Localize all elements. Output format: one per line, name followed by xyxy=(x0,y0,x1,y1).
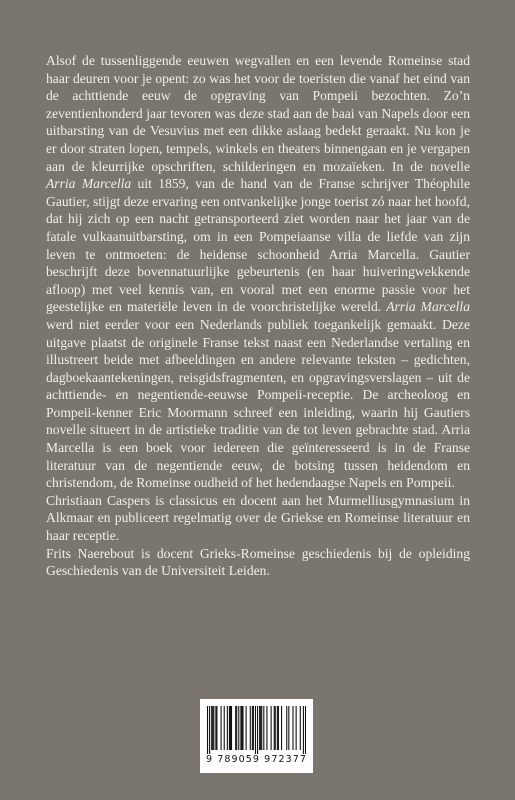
barcode-bar xyxy=(236,706,237,750)
barcode-bar xyxy=(235,706,236,750)
barcode-bar xyxy=(213,706,214,750)
barcode-bar xyxy=(286,706,287,750)
barcode-bar xyxy=(300,706,301,750)
barcode-bar xyxy=(253,706,254,750)
barcode-bar xyxy=(281,706,282,750)
barcode-icon xyxy=(207,706,306,754)
barcode-bar xyxy=(255,706,256,754)
blurb-text-part: uit 1859, van de hand van de Franse schrijver Théophile Gautier, stijgt deze ervaring een ontvankelijke jonge toerist zó naar het hoofd, dat hij zich op een nacht getransporteerd ziet worden naar het jaar van de fatale vulkaanuitbarsting, om in een Pompeiaanse villa de liefde van zijn leven te ontmoeten: de heidense schoonheid Arria Marcella. Gautier beschrijft deze bovennatuurlijke gebeurtenis (en haar huiveringwekkende afloop) met veel kennis van, en vooral met een enorme passie voor het geestelijke en materiële leven in de voorchristelijke wereld. xyxy=(46,176,470,315)
barcode-bar xyxy=(216,706,217,750)
barcode-bar xyxy=(266,706,267,750)
barcode-bar xyxy=(241,706,242,750)
barcode-bar xyxy=(250,706,251,750)
author-bio-naerebout: Frits Naerebout is docent Grieks-Romeinse geschiedenis bij de opleiding Geschiedenis van de Universiteit Leiden. xyxy=(46,545,470,579)
barcode-bar xyxy=(229,706,230,750)
barcode-bar xyxy=(271,706,272,750)
barcode-bar xyxy=(303,706,304,754)
barcode-label xyxy=(200,699,313,773)
blurb-text-part: Alsof de tussenliggende eeuwen wegvallen en een levende Romeinse stad haar deuren voor je opent: zo was het voor de toeristen die vanaf het eind van de achttiende eeuw de opgraving van Pompeii bezochten. Zo’n zeventienhonderd jaar tevoren was deze stad aan de baai van Napels door een uitbarsting van de Vesuvius met een dikke aslaag bedekt geraakt. Nu kon je er door straten lopen, tempels, winkels en theaters binnengaan en je vergapen aan de kleurrijke opschriften, schilderingen en mozaïeken. In de novelle xyxy=(46,53,470,174)
barcode-bar xyxy=(259,706,260,750)
isbn-number: 9 789059 972377 xyxy=(205,754,308,765)
barcode-bar xyxy=(212,706,213,750)
barcode-bar xyxy=(211,706,212,750)
barcode-bar xyxy=(230,706,231,750)
barcode-bar xyxy=(246,706,247,750)
blurb-text-part: werd niet eerder voor een Nederlands publiek toegankelijk gemaakt. Deze uitgave plaatst de originele Franse tekst naast een Nederlandse vertaling en illustreert beide met afbeeldingen en andere relevante teksten – gedichten, dagboekaantekeningen, reisgidsfragmenten, en opgravingsverslagen – uit de achttiende- en negentiende-eeuwse Pompeii-receptie. De archeoloog en Pompeii-kenner Eric Moormann schreef een inleiding, waarin hij Gautiers novelle situeert in de artistieke traditie van de tot leven gebrachte stad. Arria Marcella is een boek voor iedereen die geïnteresseerd is in de Franse literatuur van de negentiende eeuw, de botsing tussen heidendom en christendom, de Romeinse oudheid of het hedendaagse Napels en Pompeii. xyxy=(46,316,470,491)
barcode-bar xyxy=(257,706,258,754)
barcode-bar xyxy=(224,706,225,750)
back-cover-blurb xyxy=(46,52,470,580)
barcode-bar xyxy=(209,706,210,754)
book-title: Arria Marcella xyxy=(46,176,132,192)
barcode-bar xyxy=(231,706,232,750)
barcode-bar xyxy=(240,706,241,750)
barcode-bar xyxy=(263,706,264,750)
barcode-bar xyxy=(260,706,261,750)
barcode-bar xyxy=(274,706,275,750)
barcode-bar xyxy=(261,706,262,750)
barcode-bar xyxy=(296,706,297,750)
barcode-bar xyxy=(221,706,222,750)
barcode-bar xyxy=(288,706,289,750)
barcode-bar xyxy=(238,706,239,750)
barcode-bar xyxy=(277,706,278,750)
barcode-bar xyxy=(207,706,208,754)
barcode-bar xyxy=(242,706,243,750)
blurb-paragraph-summary xyxy=(46,52,470,492)
author-bio-caspers: Christiaan Caspers is classicus en docent aan het Murmelliusgymnasium in Alkmaar en publiceert regelmatig over de Griekse en Romeinse literatuur en haar receptie. xyxy=(46,492,470,544)
barcode-bar xyxy=(215,706,216,750)
barcode-bar xyxy=(292,706,293,750)
barcode-bar xyxy=(305,706,306,754)
barcode-bar xyxy=(227,706,228,750)
barcode-bar xyxy=(275,706,276,750)
book-title: Arria Marcella xyxy=(386,299,471,315)
barcode-bar xyxy=(252,706,253,750)
barcode-bar xyxy=(278,706,279,750)
